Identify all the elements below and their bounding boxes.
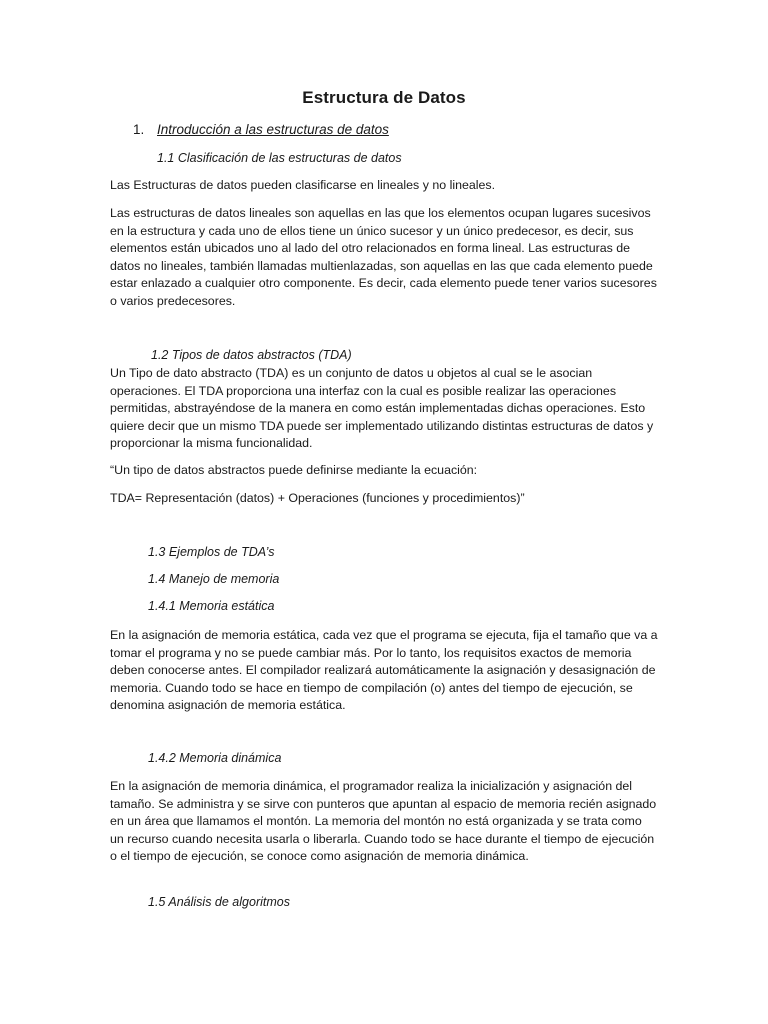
paragraph-memoria-dinamica: En la asignación de memoria dinámica, el programador realiza la inicialización y asignación del tamaño. Se administra y se sirve con punteros que apuntan al espacio de memoria recién asignado en un área que llamamos el montón. La memoria del montón no está organizada y se trata como un recurso cuando necesita usarla o liberarla. Cuando todo se hace durante el tiempo de ejecución o el tiempo de ejecución, se conoce como asignación de memoria dinámica. — [110, 779, 657, 863]
section-number: 1. — [133, 122, 145, 137]
subsection-heading-1-1: 1.1 Clasificación de las estructuras de datos — [157, 151, 402, 165]
subsection-heading-1-2: 1.2 Tipos de datos abstractos (TDA) — [151, 348, 352, 362]
paragraph-memoria-estatica: En la asignación de memoria estática, cada vez que el programa se ejecuta, fija el tamaño que va a tomar el programa y no se puede cambiar más. Por lo tanto, los requisitos exactos de memoria deben conocerse antes. El compilador realizará automáticamente la asignación y desasignación de memoria. Cuando todo se hace en tiempo de compilación (o) antes del tiempo de ejecución, se denomina asignación de memoria estática. — [110, 628, 658, 712]
subsection-heading-1-4-1: 1.4.1 Memoria estática — [148, 599, 275, 613]
document-title: Estructura de Datos — [302, 88, 466, 107]
paragraph-ecuacion-intro: “Un tipo de datos abstractos puede definirse mediante la ecuación: — [110, 463, 478, 477]
subsection-heading-1-5: 1.5 Análisis de algoritmos — [148, 895, 290, 909]
subsection-heading-1-3: 1.3 Ejemplos de TDA’s — [148, 545, 275, 559]
subsection-heading-1-4-2: 1.4.2 Memoria dinámica — [148, 751, 282, 765]
paragraph-lineales: Las estructuras de datos lineales son aquellas en las que los elementos ocupan lugares sucesivos en la estructura y cada uno de ellos tiene un único sucesor y un único predecesor, es decir, sus elementos están ubicados uno al lado del otro relacionados en forma lineal. Las estructuras de datos no lineales, también llamadas multienlazadas, son aquellas en las que cada elemento puede estar enlazado a cualquier otro componente. Es decir, cada elemento puede tener varios sucesores o varios predecesores. — [110, 206, 657, 308]
section-title: Introducción a las estructuras de datos — [157, 122, 389, 137]
paragraph-clasificacion: Las Estructuras de datos pueden clasificarse en lineales y no lineales. — [110, 178, 496, 192]
paragraph-tda: Un Tipo de dato abstracto (TDA) es un conjunto de datos u objetos al cual se le asocian operaciones. El TDA proporciona una interfaz con la cual es posible realizar las operaciones permitidas, abstrayéndose de la manera en como están implementadas dichas operaciones. Esto quiere decir que un mismo TDA puede ser implementado utilizando distintas estructuras de datos y proporcionar la misma funcionalidad. — [110, 366, 654, 450]
section-heading-1 — [133, 122, 389, 137]
subsection-heading-1-4: 1.4 Manejo de memoria — [148, 572, 280, 586]
paragraph-ecuacion: TDA= Representación (datos) + Operaciones (funciones y procedimientos)” — [110, 491, 525, 505]
